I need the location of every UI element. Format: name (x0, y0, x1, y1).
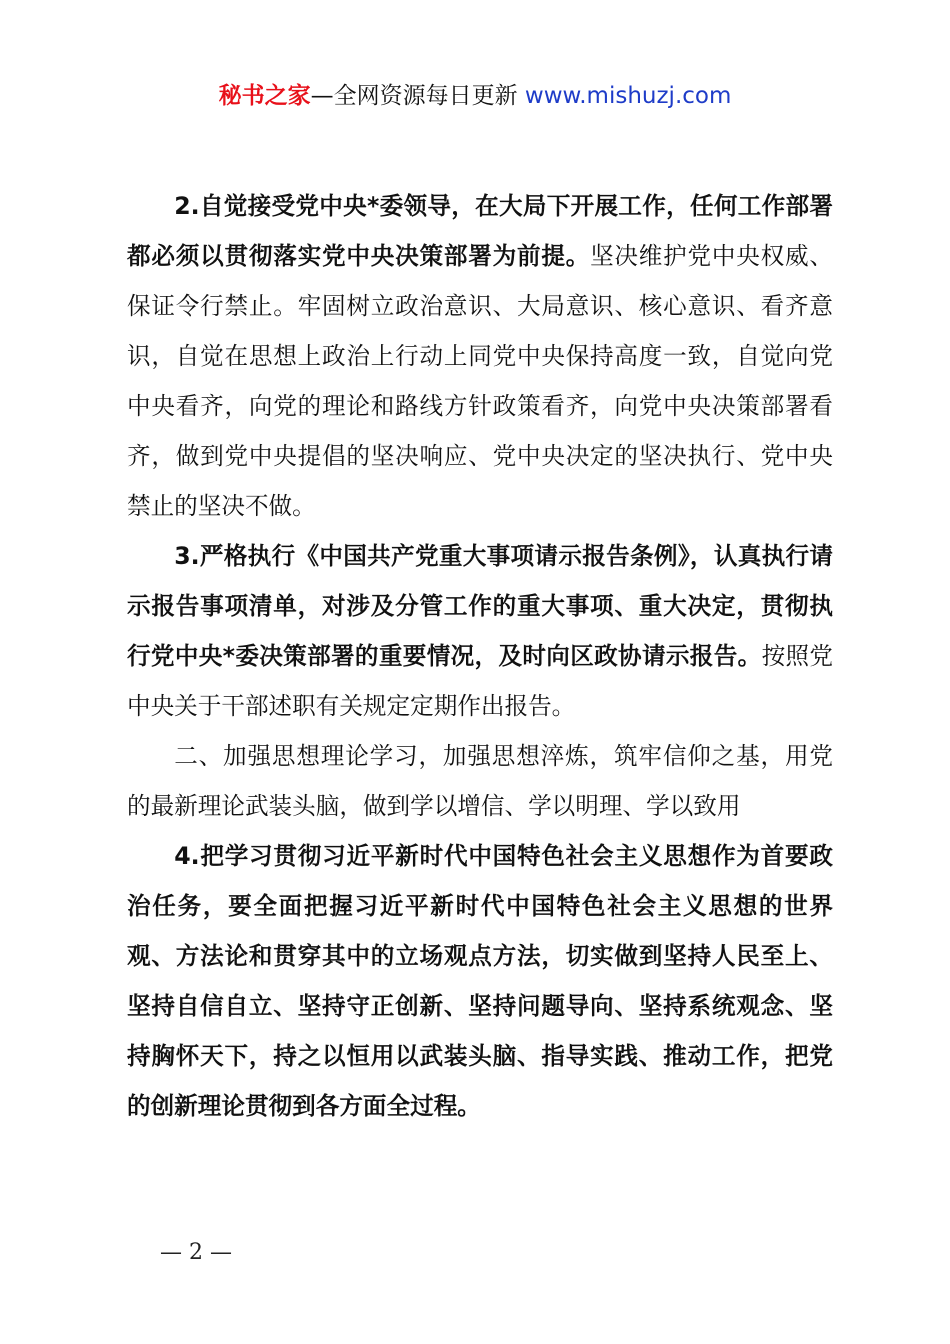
site-url: www.mishuzj.com (524, 83, 732, 109)
section-heading-2 (127, 731, 833, 831)
paragraph-item-4 (127, 831, 833, 1131)
paragraph-text: 二、加强思想理论学习，加强思想淬炼，筑牢信仰之基，用党的最新理论武装头脑，做到学以增信、学以明理、学以致用 (127, 742, 833, 820)
document-body (127, 181, 833, 1131)
paragraph-lead-bold: 2.自觉接受党中央*委领导，在大局下开展工作，任何工作部署都必须以贯彻落实党中央决策部署为前提。 (127, 192, 833, 270)
site-tagline: —全网资源每日更新 (310, 83, 525, 109)
paragraph-text: 坚决维护党中央权威、保证令行禁止。牢固树立政治意识、大局意识、核心意识、看齐意识，自觉在思想上政治上行动上同党中央保持高度一致，自觉向党中央看齐，向党的理论和路线方针政策看齐，向党中央决策部署看齐，做到党中央提倡的坚决响应、党中央决定的坚决执行、党中央禁止的坚决不做。 (127, 242, 834, 520)
site-watermark-header (0, 80, 950, 112)
paragraph-item-2 (127, 181, 833, 531)
paragraph-lead-bold: 3.严格执行《中国共产党重大事项请示报告条例》，认真执行请示报告事项清单，对涉及分管工作的重大事项、重大决定，贯彻执行党中央*委决策部署的重要情况，及时向区政协请示报告。 (127, 542, 833, 670)
page-number: — 2 — (160, 1240, 232, 1265)
site-brand: 秘书之家 (218, 83, 311, 109)
paragraph-lead-bold: 4.把学习贯彻习近平新时代中国特色社会主义思想作为首要政治任务，要全面把握习近平新时代中国特色社会主义思想的世界观、方法论和贯穿其中的立场观点方法，切实做到坚持人民至上、坚持自信自立、坚持守正创新、坚持问题导向、坚持系统观念、坚持胸怀天下，持之以恒用以武装头脑、指导实践、推动工作，把党的创新理论贯彻到各方面全过程。 (127, 842, 833, 1120)
paragraph-item-3 (127, 531, 833, 731)
paragraph-text: 按照党中央关于干部述职有关规定定期作出报告。 (127, 642, 833, 720)
